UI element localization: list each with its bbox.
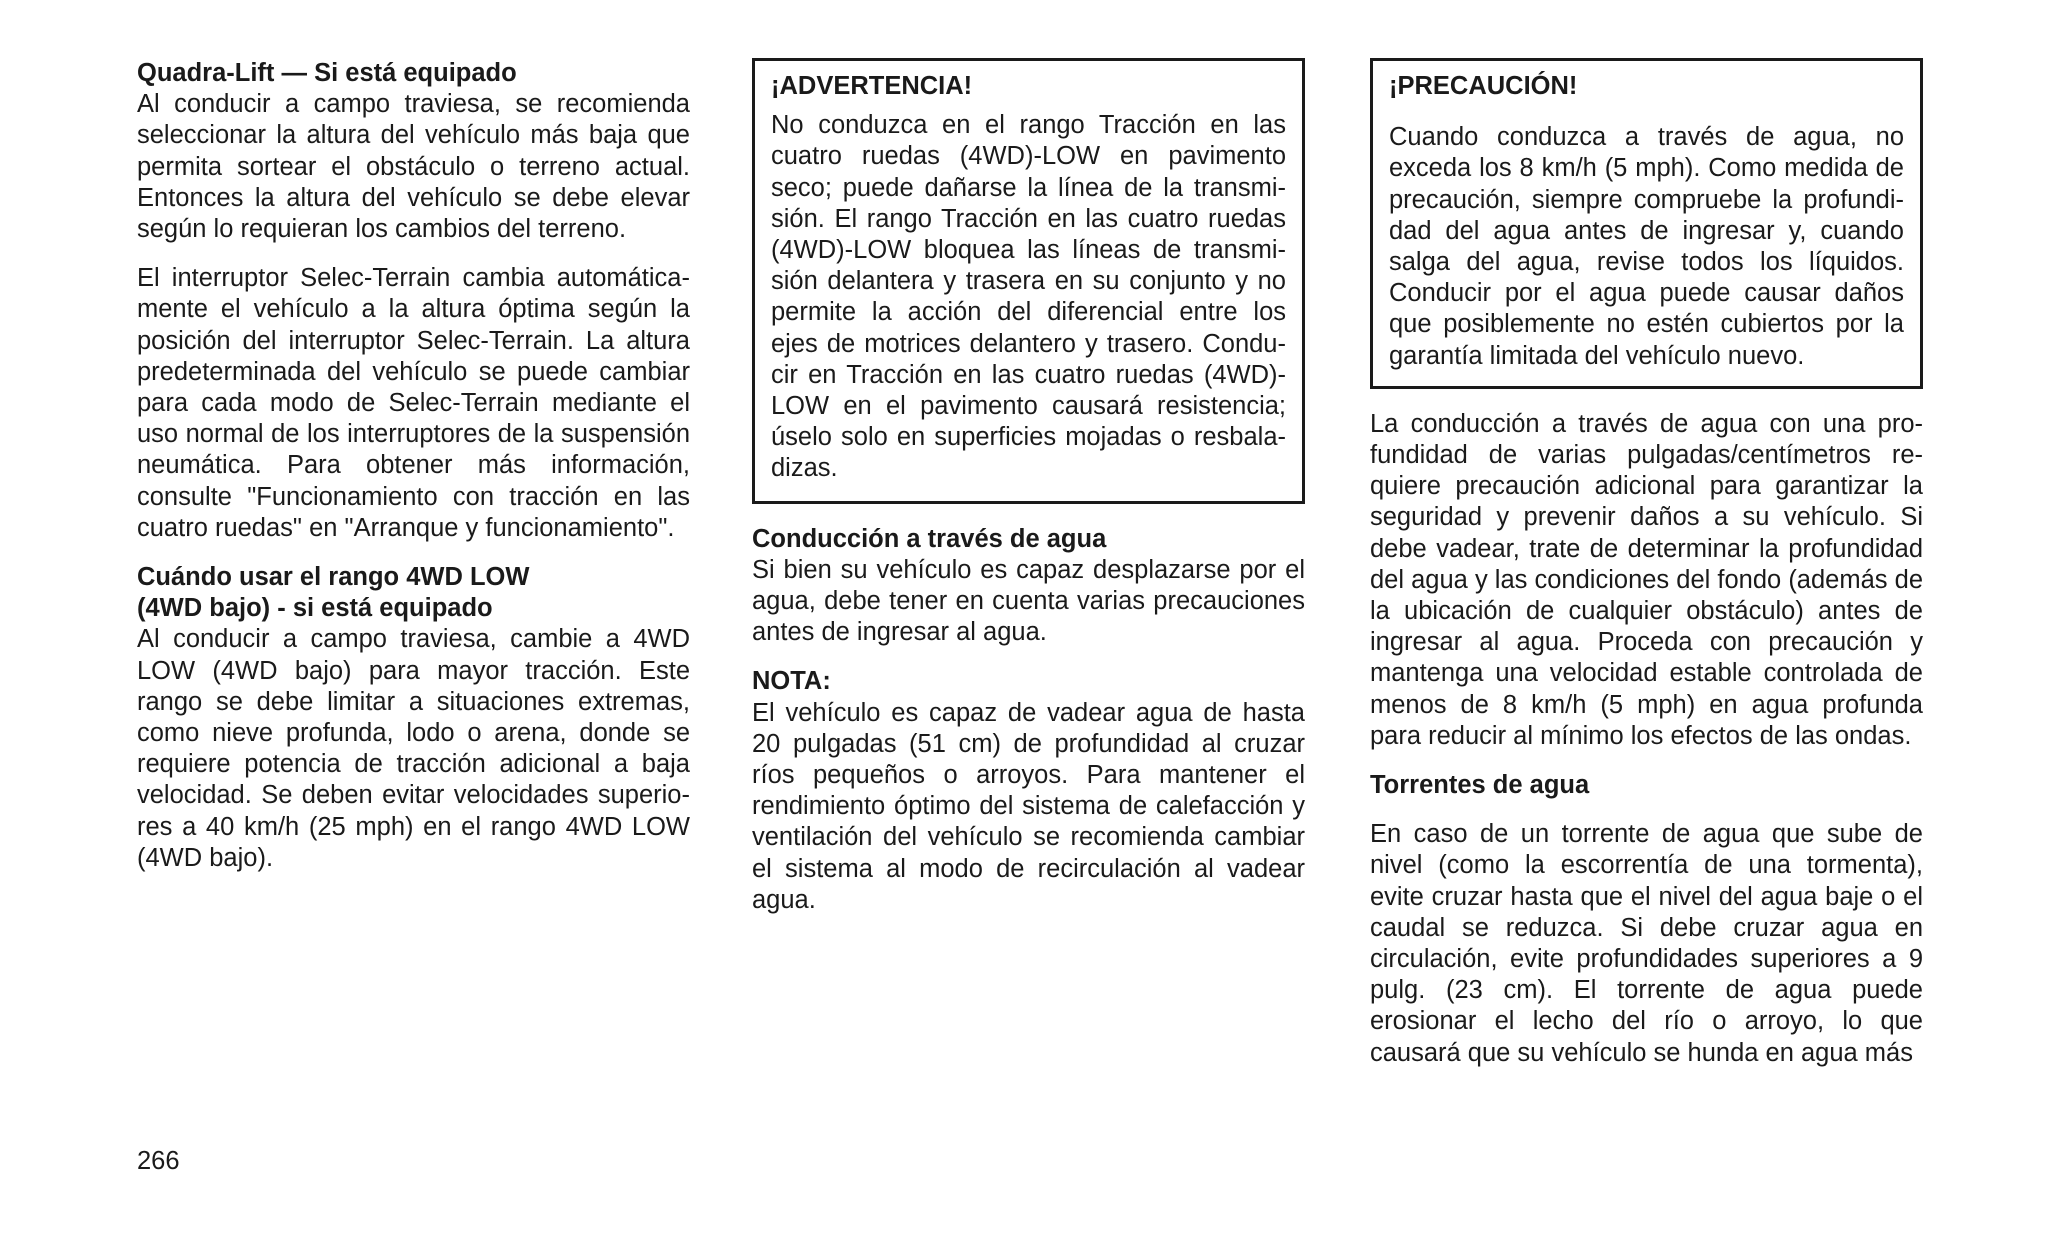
four-wd-low-paragraph: Al conducir a campo traviesa, cambie a 4WD LOW (4WD bajo) para mayor tracción. Este rango se debe limitar a situaciones extremas, como nieve profunda, lodo o arena, donde se requiere potencia de tracción adicional a baja velocidad. Se deben evitar velocidades superiores a 40 km/h (25 mph) en el rango 4WD LOW (4WD bajo).	[137, 625, 690, 872]
warning-text: No conduzca en el rango Tracción en las cuatro ruedas (4WD)-LOW en pavimento seco; puede dañarse la línea de la transmisión. El rango Tracción en las cuatro ruedas (4WD)-LOW bloquea las líneas de transmisión delantera y trasera en su conjunto y no permite la acción del diferencial entre los ejes de motrices delantero y trasero. Conducir en Tracción en las cuatro ruedas (4WD)-LOW en el pavimento causará resistencia; úselo solo en superficies mojadas o resbaladizas.	[771, 111, 1286, 483]
warning-heading: ¡ADVERTENCIA!	[771, 72, 973, 100]
flowing-water-paragraph: En caso de un torrente de agua que sube de nivel (como la escorrentía de una tormenta), evite cruzar hasta que el nivel del agua baje o el caudal se reduzca. Si debe cruzar agua en circulación, evite profundidades superiores a 9 pulg. (23 cm). El torrente de agua puede erosionar el lecho del río o arroyo, lo que causará que su vehículo se hunda en agua más	[1370, 820, 1923, 1067]
water-driving-paragraph: Si bien su vehículo es capaz desplazarse por el agua, debe tener en cuenta varias precauciones antes de ingresar al agua.	[752, 555, 1305, 647]
page-number: 266	[137, 1147, 180, 1175]
quadra-lift-paragraph-1: Al conducir a campo traviesa, se recomienda seleccionar la altura del vehículo más baja que permita sortear el obstáculo o terreno actual. Entonces la altura del vehículo se debe elevar según lo requieran los cambios del terreno.	[137, 90, 690, 244]
caution-text: Cuando conduzca a través de agua, no exceda los 8 km/h (5 mph). Como medida de precaución, siempre compruebe la profundidad del agua antes de ingresar y, cuando salga del agua, revise todos los líquidos. Conducir por el agua puede causar daños que posiblemente no estén cubiertos por la garantía limitada del vehículo nuevo.	[1389, 123, 1904, 370]
water-driving-heading: Conducción a través de agua	[752, 524, 1107, 553]
water-depth-paragraph: La conducción a través de agua con una profundidad de varias pulgadas/centímetros requiere precaución adicional para garantizar la seguridad y prevenir daños a su vehículo. Si debe vadear, trate de determinar la profundidad del agua y las condiciones del fondo (además de la ubicación de cualquier obstáculo) antes de ingresar al agua. Proceda con precaución y mantenga una velocidad estable controlada de menos de 8 km/h (5 mph) en agua profunda para reducir al mínimo los efectos de las ondas.	[1370, 409, 1923, 750]
quadra-lift-heading: Quadra-Lift — Si está equipado	[137, 59, 517, 87]
warning-box	[752, 58, 1305, 504]
four-wd-low-heading-line2: (4WD bajo) - si está equipado	[137, 594, 493, 623]
four-wd-low-heading-line1: Cuándo usar el rango 4WD LOW	[137, 563, 530, 592]
column-middle	[752, 58, 1305, 916]
quadra-lift-paragraph-2: El interruptor Selec-Terrain cambia automáticamente el vehículo a la altura óptima según la posición del interruptor Selec-Terrain. La altura predeterminada del vehículo se puede cambiar para cada modo de Selec-Terrain mediante el uso normal de los interruptores de la suspensión neumática. Para obtener más información, consulte "Funcionamiento con tracción en las cuatro ruedas" en "Arranque y funcionamiento".	[137, 264, 690, 542]
column-left	[137, 58, 690, 874]
note-heading: NOTA:	[752, 667, 831, 696]
flowing-water-heading: Torrentes de agua	[1370, 771, 1590, 800]
note-text: El vehículo es capaz de vadear agua de hasta 20 pulgadas (51 cm) de profundidad al cruzar ríos pequeños o arroyos. Para mantener el rendimiento óptimo del sistema de calefacción y ventilación del vehículo se recomienda cambiar el sistema al modo de recirculación al vadear agua.	[752, 698, 1305, 914]
column-right	[1370, 58, 1923, 1069]
caution-box	[1370, 58, 1923, 389]
caution-heading: ¡PRECAUCIÓN!	[1389, 72, 1578, 100]
